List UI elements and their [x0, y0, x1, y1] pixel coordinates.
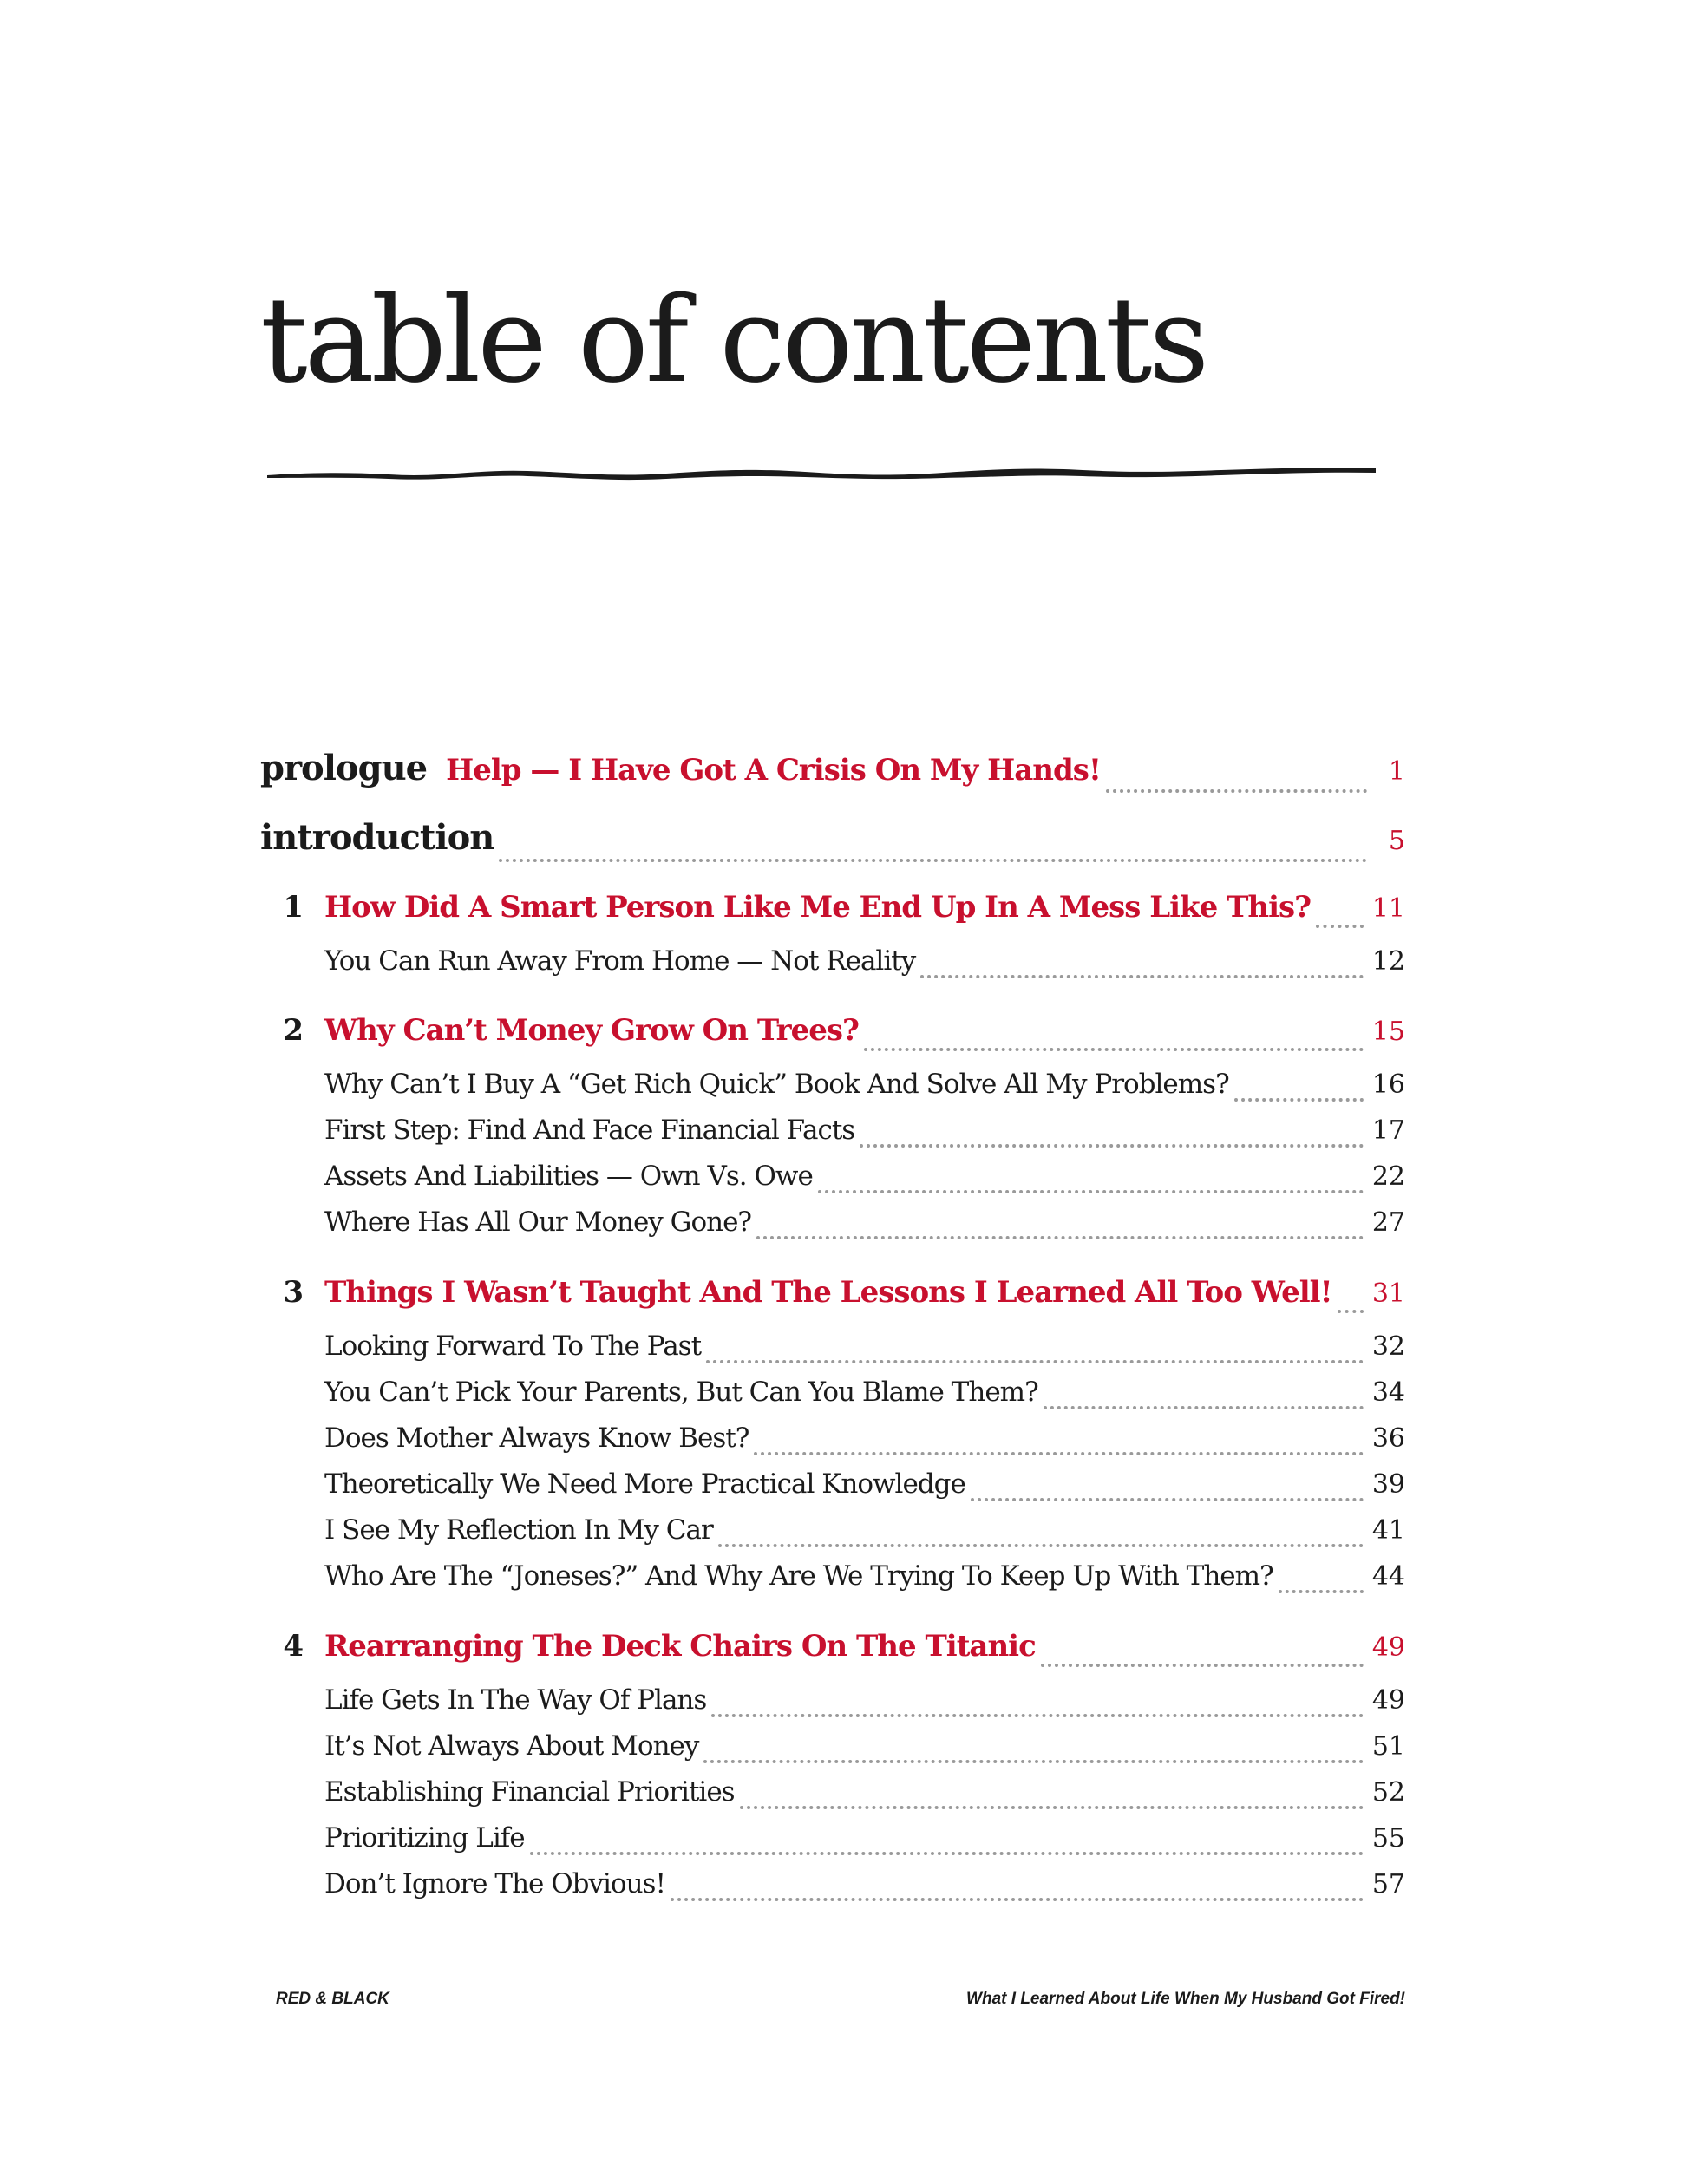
page-number: 49 [1371, 1632, 1405, 1663]
toc-section[interactable] [260, 1422, 1405, 1462]
page-number: 15 [1371, 1017, 1405, 1047]
section-title: Where Has All Our Money Gone? [324, 1206, 752, 1238]
toc-section[interactable] [260, 1161, 1405, 1200]
section-title: You Can’t Pick Your Parents, But Can You Blame Them? [324, 1376, 1038, 1408]
toc-section[interactable] [260, 1376, 1405, 1416]
section-title: Does Mother Always Know Best? [324, 1422, 749, 1454]
chapter-number: 1 [283, 890, 304, 925]
dot-leader [1234, 1098, 1364, 1102]
dot-leader [818, 1190, 1364, 1193]
page-number: 5 [1388, 826, 1405, 856]
page-number: 52 [1371, 1777, 1405, 1808]
section-title: Prioritizing Life [324, 1822, 525, 1854]
dot-leader [754, 1452, 1363, 1455]
section-title: It’s Not Always About Money [324, 1730, 699, 1762]
page-number: 32 [1371, 1331, 1405, 1362]
page-title: table of contents [260, 272, 1207, 409]
prologue-title: Help — I Have Got A Crisis On My Hands! [446, 753, 1101, 788]
dot-leader [756, 1236, 1364, 1239]
page-number: 39 [1371, 1469, 1405, 1500]
dot-leader [711, 1714, 1364, 1717]
page-number: 41 [1371, 1515, 1405, 1546]
section-title: Assets And Liabilities — Own Vs. Owe [324, 1161, 813, 1192]
dot-leader [499, 859, 1367, 862]
introduction-label: introduction [260, 817, 494, 858]
dot-leader [706, 1360, 1364, 1363]
section-title: Life Gets In The Way Of Plans [324, 1684, 707, 1716]
toc-section[interactable] [260, 1206, 1405, 1246]
page-number: 55 [1371, 1823, 1405, 1854]
dot-leader [1279, 1590, 1364, 1593]
section-title: First Step: Find And Face Financial Facts [324, 1115, 855, 1146]
toc-section[interactable] [260, 1684, 1405, 1724]
page-number: 1 [1388, 756, 1405, 787]
chapter-title: Why Can’t Money Grow On Trees? [324, 1013, 859, 1048]
section-title: Why Can’t I Buy A “Get Rich Quick” Book And Solve All My Problems? [324, 1069, 1229, 1100]
dot-leader [740, 1806, 1364, 1809]
page-number: 17 [1371, 1115, 1405, 1146]
page-number: 49 [1371, 1685, 1405, 1716]
chapter-number: 2 [283, 1013, 304, 1048]
toc-section[interactable] [260, 945, 1405, 985]
toc-entry-introduction[interactable] [260, 817, 1405, 869]
toc-chapter-1[interactable] [260, 890, 1405, 935]
toc-chapter-3[interactable] [260, 1275, 1405, 1320]
dot-leader [671, 1898, 1364, 1901]
dot-leader [860, 1144, 1364, 1148]
page-number: 51 [1371, 1731, 1405, 1762]
section-title: I See My Reflection In My Car [324, 1514, 713, 1546]
toc-section[interactable] [260, 1560, 1405, 1600]
section-title: Looking Forward To The Past [324, 1331, 702, 1362]
toc-section[interactable] [260, 1468, 1405, 1508]
toc-chapter-4[interactable] [260, 1629, 1405, 1674]
page-number: 34 [1371, 1377, 1405, 1408]
page-number: 44 [1371, 1561, 1405, 1592]
dot-leader [864, 1048, 1364, 1051]
page-number: 12 [1371, 946, 1405, 977]
prologue-label: prologue [260, 748, 428, 788]
page-number: 11 [1371, 893, 1405, 924]
toc-section[interactable] [260, 1776, 1405, 1816]
section-title: Who Are The “Joneses?” And Why Are We Trying To Keep Up With Them? [324, 1560, 1273, 1592]
toc-section[interactable] [260, 1331, 1405, 1370]
dot-leader [718, 1544, 1364, 1547]
page-number: 27 [1371, 1207, 1405, 1238]
footer-publisher: RED & BLACK [276, 1990, 389, 2008]
toc-list [260, 0, 1405, 2184]
dot-leader [703, 1760, 1363, 1763]
toc-section[interactable] [260, 1115, 1405, 1154]
dot-leader [1106, 789, 1367, 793]
toc-section[interactable] [260, 1822, 1405, 1862]
toc-section[interactable] [260, 1868, 1405, 1908]
section-title: Establishing Financial Priorities [324, 1776, 735, 1808]
dot-leader [530, 1852, 1364, 1855]
dot-leader [1316, 925, 1364, 928]
dot-leader [1338, 1310, 1364, 1313]
page-number: 36 [1371, 1423, 1405, 1454]
toc-chapter-2[interactable] [260, 1013, 1405, 1058]
section-title: You Can Run Away From Home — Not Reality [324, 945, 916, 977]
toc-section[interactable] [260, 1730, 1405, 1770]
section-title: Theoretically We Need More Practical Knowledge [324, 1468, 965, 1500]
dot-leader [1041, 1664, 1364, 1667]
section-title: Don’t Ignore The Obvious! [324, 1868, 665, 1900]
dot-leader [1044, 1406, 1364, 1409]
dot-leader [971, 1498, 1364, 1501]
footer-book-title: What I Learned About Life When My Husband Got Fired! [966, 1990, 1405, 2008]
chapter-number: 4 [283, 1629, 304, 1664]
chapter-title: Rearranging The Deck Chairs On The Titanic [324, 1629, 1036, 1664]
chapter-number: 3 [283, 1275, 304, 1310]
toc-section[interactable] [260, 1069, 1405, 1108]
page-number: 31 [1371, 1278, 1405, 1309]
page-number: 57 [1371, 1869, 1405, 1900]
page-number: 22 [1371, 1161, 1405, 1192]
chapter-title: Things I Wasn’t Taught And The Lessons I Learned All Too Well! [324, 1275, 1332, 1310]
dot-leader [920, 975, 1364, 978]
page-number: 16 [1371, 1069, 1405, 1100]
toc-section[interactable] [260, 1514, 1405, 1554]
chapter-title: How Did A Smart Person Like Me End Up In A Mess Like This? [324, 890, 1312, 925]
toc-entry-prologue[interactable] [260, 748, 1405, 800]
